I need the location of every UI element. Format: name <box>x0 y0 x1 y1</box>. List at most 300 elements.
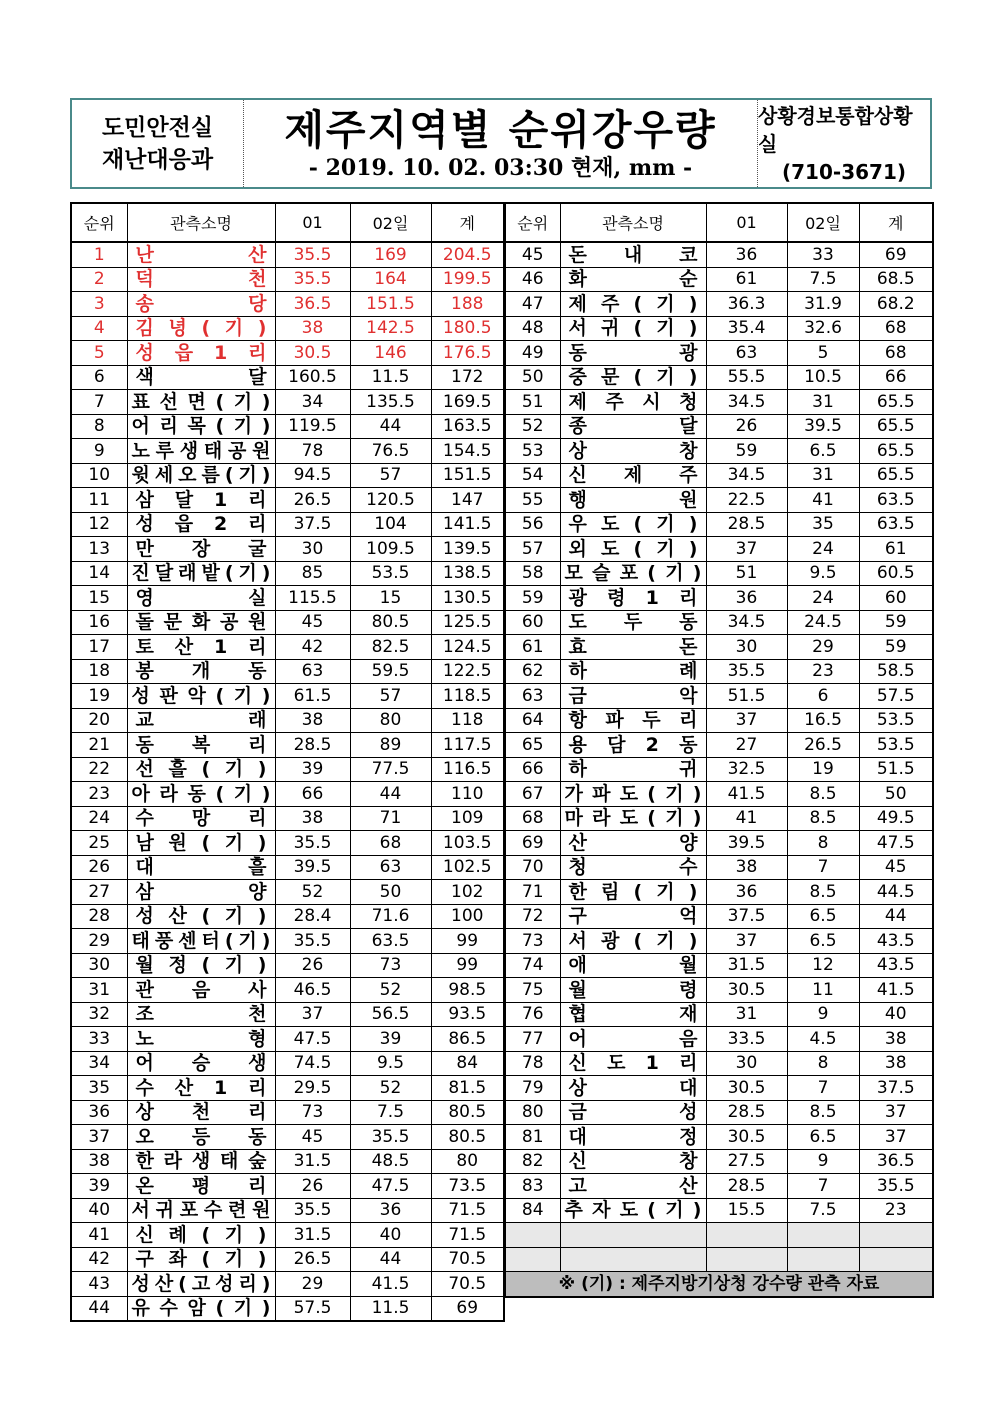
day2-cell: 57 <box>350 463 431 488</box>
station-cell <box>560 831 706 856</box>
day1-cell: 38 <box>275 708 350 733</box>
station-name: 삼 달 1 리 <box>135 488 267 511</box>
station-name: 봉 개 동 <box>135 660 267 683</box>
table-row <box>71 855 504 880</box>
day1-cell: 36.5 <box>275 292 350 317</box>
total-cell: 98.5 <box>431 978 504 1003</box>
day1-cell: 34 <box>275 390 350 415</box>
rainfall-table-right <box>504 202 934 1298</box>
station-name: 표 선 면 ( 기 ) <box>131 390 271 413</box>
station-cell <box>127 1149 275 1174</box>
total-cell: 40 <box>859 1002 933 1027</box>
station-cell <box>127 463 275 488</box>
rank-cell: 84 <box>505 1198 560 1223</box>
day1-cell: 78 <box>275 439 350 464</box>
total-cell: 37.5 <box>859 1076 933 1101</box>
station-name: 상 천 리 <box>135 1101 267 1124</box>
page-title: 제주지역별 순위강우량 <box>284 105 717 154</box>
station-cell <box>560 806 706 831</box>
table-row <box>505 610 933 635</box>
station-cell <box>127 341 275 366</box>
rank-cell: 58 <box>505 561 560 586</box>
day1-cell: 30 <box>275 537 350 562</box>
day2-cell: 63.5 <box>350 929 431 954</box>
day2-cell: 59.5 <box>350 659 431 684</box>
contact-block <box>758 100 930 187</box>
rank-cell: 70 <box>505 855 560 880</box>
day2-cell: 6 <box>787 684 859 709</box>
table-row <box>71 782 504 807</box>
day1-cell: 30 <box>706 635 787 660</box>
table-row <box>71 1027 504 1052</box>
department-line2: 재난대응과 <box>101 146 214 173</box>
table-row <box>71 439 504 464</box>
station-cell <box>560 1174 706 1199</box>
station-name: 성 읍 1 리 <box>135 341 267 364</box>
total-cell: 124.5 <box>431 635 504 660</box>
station-cell <box>127 586 275 611</box>
col-rank: 순위 <box>505 203 560 242</box>
total-cell: 65.5 <box>859 390 933 415</box>
station-name: 영 실 <box>135 586 267 609</box>
department-block <box>72 100 244 187</box>
day2-cell: 35 <box>787 512 859 537</box>
day2-cell: 68 <box>350 831 431 856</box>
station-cell <box>127 1125 275 1150</box>
table-row <box>505 1100 933 1125</box>
total-cell: 59 <box>859 635 933 660</box>
col-station: 관측소명 <box>560 203 706 242</box>
day1-cell: 37 <box>706 708 787 733</box>
station-cell <box>127 806 275 831</box>
total-cell: 102.5 <box>431 855 504 880</box>
rank-cell: 81 <box>505 1125 560 1150</box>
station-cell <box>560 242 706 267</box>
station-name: 신 례 ( 기 ) <box>135 1223 267 1246</box>
total-cell: 180.5 <box>431 316 504 341</box>
station-cell <box>560 782 706 807</box>
rank-cell: 35 <box>71 1076 127 1101</box>
empty-cell <box>787 1223 859 1248</box>
station-name: 청 수 <box>568 856 698 879</box>
col-rank: 순위 <box>71 203 127 242</box>
total-cell: 176.5 <box>431 341 504 366</box>
table-header-row <box>71 203 504 242</box>
rank-cell: 69 <box>505 831 560 856</box>
day2-cell: 44 <box>350 414 431 439</box>
station-cell <box>560 365 706 390</box>
station-cell <box>127 635 275 660</box>
day2-cell: 11.5 <box>350 365 431 390</box>
table-row <box>71 929 504 954</box>
day2-cell: 31 <box>787 390 859 415</box>
station-cell <box>560 684 706 709</box>
table-row <box>505 561 933 586</box>
table-row <box>505 1149 933 1174</box>
total-cell: 109 <box>431 806 504 831</box>
day2-cell: 24 <box>787 586 859 611</box>
table-row <box>505 684 933 709</box>
station-name: 돌 문 화 공 원 <box>135 611 267 634</box>
station-name: 수 망 리 <box>135 807 267 830</box>
station-cell <box>560 390 706 415</box>
day1-cell: 26 <box>275 953 350 978</box>
station-cell <box>560 953 706 978</box>
day1-cell: 30.5 <box>706 978 787 1003</box>
station-cell <box>127 1027 275 1052</box>
rank-cell: 15 <box>71 586 127 611</box>
col-day2: 02일 <box>787 203 859 242</box>
day1-cell: 45 <box>275 1125 350 1150</box>
day2-cell: 80.5 <box>350 610 431 635</box>
station-name: 노 형 <box>135 1027 267 1050</box>
day1-cell: 36 <box>706 242 787 267</box>
day1-cell: 36 <box>706 880 787 905</box>
total-cell: 63.5 <box>859 512 933 537</box>
day1-cell: 46.5 <box>275 978 350 1003</box>
day2-cell: 8.5 <box>787 782 859 807</box>
station-cell <box>560 635 706 660</box>
table-row <box>71 365 504 390</box>
title-block <box>244 100 758 187</box>
rank-cell: 64 <box>505 708 560 733</box>
day1-cell: 35.5 <box>275 831 350 856</box>
total-cell: 68.2 <box>859 292 933 317</box>
table-row <box>505 488 933 513</box>
station-cell <box>127 561 275 586</box>
day2-cell: 12 <box>787 953 859 978</box>
station-name: 진 달 래 밭 ( 기 ) <box>131 562 271 585</box>
day2-cell: 71 <box>350 806 431 831</box>
total-cell: 110 <box>431 782 504 807</box>
rainfall-rows-left <box>71 242 504 1321</box>
day1-cell: 39 <box>275 757 350 782</box>
rank-cell: 34 <box>71 1051 127 1076</box>
note-row <box>505 1272 933 1297</box>
total-cell: 102 <box>431 880 504 905</box>
day2-cell: 169 <box>350 242 431 267</box>
table-row <box>71 292 504 317</box>
day2-cell: 31.9 <box>787 292 859 317</box>
total-cell: 38 <box>859 1027 933 1052</box>
total-cell: 80.5 <box>431 1100 504 1125</box>
rank-cell: 38 <box>71 1149 127 1174</box>
table-row <box>71 684 504 709</box>
total-cell: 172 <box>431 365 504 390</box>
day1-cell: 35.5 <box>275 267 350 292</box>
day1-cell: 61 <box>706 267 787 292</box>
day1-cell: 38 <box>706 855 787 880</box>
day2-cell: 35.5 <box>350 1125 431 1150</box>
station-name: 한 림 ( 기 ) <box>568 880 698 903</box>
rank-cell: 55 <box>505 488 560 513</box>
day1-cell: 59 <box>706 439 787 464</box>
total-cell: 68.5 <box>859 267 933 292</box>
day1-cell: 37.5 <box>275 512 350 537</box>
total-cell: 45 <box>859 855 933 880</box>
day1-cell: 26 <box>275 1174 350 1199</box>
day2-cell: 8 <box>787 831 859 856</box>
table-row <box>505 929 933 954</box>
station-cell <box>560 414 706 439</box>
station-name: 성 산 ( 기 ) <box>135 905 267 928</box>
station-name: 신 제 주 <box>568 464 698 487</box>
total-cell: 70.5 <box>431 1272 504 1297</box>
station-name: 월 령 <box>568 978 698 1001</box>
day2-cell: 7 <box>787 1076 859 1101</box>
table-row <box>71 978 504 1003</box>
station-cell <box>560 341 706 366</box>
rank-cell: 45 <box>505 242 560 267</box>
total-cell: 188 <box>431 292 504 317</box>
table-row <box>505 880 933 905</box>
day1-cell: 30 <box>706 1051 787 1076</box>
rank-cell: 60 <box>505 610 560 635</box>
station-cell <box>560 757 706 782</box>
day2-cell: 71.6 <box>350 904 431 929</box>
day2-cell: 33 <box>787 242 859 267</box>
day2-cell: 19 <box>787 757 859 782</box>
station-name: 송 당 <box>135 292 267 315</box>
table-row <box>71 316 504 341</box>
station-cell <box>560 488 706 513</box>
day1-cell: 31.5 <box>706 953 787 978</box>
rank-cell: 68 <box>505 806 560 831</box>
station-cell <box>127 292 275 317</box>
table-row <box>71 414 504 439</box>
day2-cell: 9 <box>787 1149 859 1174</box>
day2-cell: 53.5 <box>350 561 431 586</box>
station-name: 협 재 <box>568 1003 698 1026</box>
station-name: 광 령 1 리 <box>568 586 698 609</box>
total-cell: 122.5 <box>431 659 504 684</box>
station-name: 대 흘 <box>135 856 267 879</box>
total-cell: 151.5 <box>431 463 504 488</box>
total-cell: 36.5 <box>859 1149 933 1174</box>
rank-cell: 67 <box>505 782 560 807</box>
station-cell <box>560 1100 706 1125</box>
total-cell: 125.5 <box>431 610 504 635</box>
day1-cell: 73 <box>275 1100 350 1125</box>
day1-cell: 42 <box>275 635 350 660</box>
total-cell: 86.5 <box>431 1027 504 1052</box>
total-cell: 66 <box>859 365 933 390</box>
rank-cell: 28 <box>71 904 127 929</box>
station-name: 난 산 <box>135 243 267 266</box>
rank-cell: 80 <box>505 1100 560 1125</box>
day1-cell: 85 <box>275 561 350 586</box>
table-row <box>505 316 933 341</box>
station-name: 효 돈 <box>568 635 698 658</box>
station-cell <box>127 512 275 537</box>
day1-cell: 52 <box>275 880 350 905</box>
station-name: 수 산 1 리 <box>135 1076 267 1099</box>
day1-cell: 31 <box>706 1002 787 1027</box>
day1-cell: 37.5 <box>706 904 787 929</box>
station-name: 구 억 <box>568 905 698 928</box>
table-row <box>71 390 504 415</box>
rank-cell: 17 <box>71 635 127 660</box>
station-name: 태 풍 센 터 ( 기 ) <box>131 929 271 952</box>
rank-cell: 54 <box>505 463 560 488</box>
station-cell <box>560 904 706 929</box>
total-cell: 99 <box>431 953 504 978</box>
total-cell: 80 <box>431 1149 504 1174</box>
station-name: 상 대 <box>568 1076 698 1099</box>
station-name: 어 음 <box>568 1027 698 1050</box>
empty-cell <box>859 1247 933 1272</box>
station-cell <box>560 1076 706 1101</box>
station-cell <box>127 757 275 782</box>
total-cell: 204.5 <box>431 242 504 267</box>
total-cell: 37 <box>859 1125 933 1150</box>
station-name: 서 광 ( 기 ) <box>568 929 698 952</box>
day2-cell: 109.5 <box>350 537 431 562</box>
report-header <box>70 98 932 189</box>
table-row <box>505 537 933 562</box>
total-cell: 163.5 <box>431 414 504 439</box>
total-cell: 103.5 <box>431 831 504 856</box>
rank-cell: 49 <box>505 341 560 366</box>
station-cell <box>127 242 275 267</box>
table-row <box>505 512 933 537</box>
day1-cell: 47.5 <box>275 1027 350 1052</box>
station-cell <box>560 267 706 292</box>
day1-cell: 29 <box>275 1272 350 1297</box>
station-cell <box>560 880 706 905</box>
station-name: 어 리 목 ( 기 ) <box>131 415 271 438</box>
table-row <box>505 439 933 464</box>
station-cell <box>127 855 275 880</box>
day1-cell: 29.5 <box>275 1076 350 1101</box>
station-name: 토 산 1 리 <box>135 635 267 658</box>
station-name: 덕 천 <box>135 268 267 291</box>
day1-cell: 37 <box>706 929 787 954</box>
rank-cell: 11 <box>71 488 127 513</box>
table-row <box>505 267 933 292</box>
day2-cell: 5 <box>787 341 859 366</box>
station-name: 교 래 <box>135 709 267 732</box>
station-cell <box>127 1051 275 1076</box>
station-cell <box>127 390 275 415</box>
total-cell: 41.5 <box>859 978 933 1003</box>
day1-cell: 36 <box>706 586 787 611</box>
empty-cell <box>560 1247 706 1272</box>
day2-cell: 7 <box>787 1174 859 1199</box>
rank-cell: 53 <box>505 439 560 464</box>
station-cell <box>127 488 275 513</box>
station-name: 삼 양 <box>135 880 267 903</box>
day1-cell: 63 <box>275 659 350 684</box>
day1-cell: 51 <box>706 561 787 586</box>
table-row <box>505 659 933 684</box>
rank-cell: 18 <box>71 659 127 684</box>
day2-cell: 6.5 <box>787 904 859 929</box>
total-cell: 118 <box>431 708 504 733</box>
rank-cell: 10 <box>71 463 127 488</box>
day2-cell: 39.5 <box>787 414 859 439</box>
day1-cell: 32.5 <box>706 757 787 782</box>
table-row <box>505 292 933 317</box>
day1-cell: 37 <box>275 1002 350 1027</box>
table-row <box>505 1002 933 1027</box>
total-cell: 65.5 <box>859 439 933 464</box>
day2-cell: 8.5 <box>787 1100 859 1125</box>
total-cell: 70.5 <box>431 1247 504 1272</box>
station-name: 산 양 <box>568 831 698 854</box>
total-cell: 130.5 <box>431 586 504 611</box>
day2-cell: 32.6 <box>787 316 859 341</box>
station-cell <box>560 1027 706 1052</box>
rank-cell: 3 <box>71 292 127 317</box>
day2-cell: 11 <box>787 978 859 1003</box>
station-cell <box>127 1198 275 1223</box>
total-cell: 57.5 <box>859 684 933 709</box>
total-cell: 23 <box>859 1198 933 1223</box>
table-row <box>505 1027 933 1052</box>
source-note: ※ (기) : 제주지방기상청 강수량 관측 자료 <box>505 1272 933 1297</box>
total-cell: 44 <box>859 904 933 929</box>
day1-cell: 66 <box>275 782 350 807</box>
station-name: 신 창 <box>568 1150 698 1173</box>
day1-cell: 31.5 <box>275 1223 350 1248</box>
day1-cell: 22.5 <box>706 488 787 513</box>
station-cell <box>127 1272 275 1297</box>
table-row <box>71 757 504 782</box>
total-cell: 47.5 <box>859 831 933 856</box>
station-cell <box>560 1002 706 1027</box>
station-cell <box>560 855 706 880</box>
table-row <box>505 390 933 415</box>
day2-cell: 41.5 <box>350 1272 431 1297</box>
rank-cell: 24 <box>71 806 127 831</box>
day1-cell: 28.5 <box>706 1174 787 1199</box>
station-name: 상 창 <box>568 439 698 462</box>
col-day2: 02일 <box>350 203 431 242</box>
station-cell <box>127 904 275 929</box>
table-row <box>71 708 504 733</box>
table-row <box>71 610 504 635</box>
station-name: 하 귀 <box>568 758 698 781</box>
rank-cell: 25 <box>71 831 127 856</box>
table-row <box>505 1125 933 1150</box>
station-name: 구 좌 ( 기 ) <box>135 1248 267 1271</box>
empty-row <box>505 1223 933 1248</box>
day2-cell: 26.5 <box>787 733 859 758</box>
table-row <box>71 1100 504 1125</box>
total-cell: 53.5 <box>859 733 933 758</box>
rank-cell: 39 <box>71 1174 127 1199</box>
table-header-row <box>505 203 933 242</box>
day2-cell: 44 <box>350 782 431 807</box>
table-row <box>71 1149 504 1174</box>
day1-cell: 74.5 <box>275 1051 350 1076</box>
total-cell: 81.5 <box>431 1076 504 1101</box>
rank-cell: 19 <box>71 684 127 709</box>
table-row <box>505 635 933 660</box>
station-name: 하 례 <box>568 660 698 683</box>
station-cell <box>560 978 706 1003</box>
table-row <box>505 341 933 366</box>
station-cell <box>560 463 706 488</box>
station-name: 온 평 리 <box>135 1174 267 1197</box>
table-row <box>505 757 933 782</box>
table-row <box>71 806 504 831</box>
station-name: 화 순 <box>568 268 698 291</box>
table-row <box>505 1051 933 1076</box>
day2-cell: 41 <box>787 488 859 513</box>
station-cell <box>560 1051 706 1076</box>
